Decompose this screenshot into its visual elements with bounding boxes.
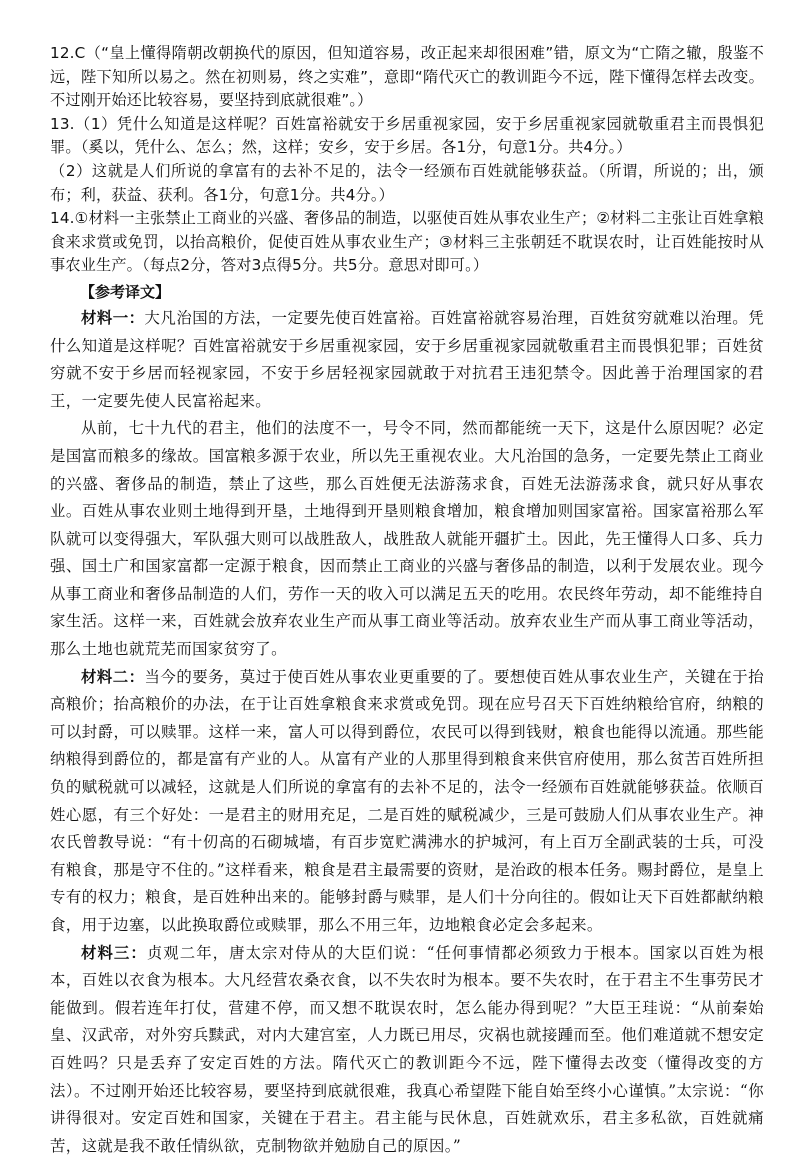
reference-translation xyxy=(50,305,764,1160)
material-three-text: 贞观二年，唐太宗对侍从的大臣们说：“任何事情都必须致力于根本。国家以百姓为根本，百姓以衣食为根本。大凡经营农桑衣食，以不失农时为根本。要不失农时，在于君主不生事劳民才能做到。假若连年打仗，营建不停，而又想不耽误农时，怎么能办得到呢？”大臣王珪说：“从前秦始皇、汉武帝，对外穷兵黩武，对内大建宫室，人力既已用尽，灾祸也就接踵而至。他们难道就不想安定百姓吗？只是丢弃了安定百姓的方法。隋代灭亡的教训距今不远，陛下懂得去改变（懂得改变的方法）。不过刚开始还比较容易，要坚持到底就很难，我真心希望陛下能自始至终小心谨慎。”太宗说：“你讲得很对。安定百姓和国家，关键在于君主。君主能与民休息，百姓就欢乐，君主多私欲，百姓就痛苦，这就是我不敢任情纵欲，克制物欲并勉励自己的原因。” xyxy=(50,943,764,1155)
material-one-paragraph xyxy=(50,305,764,415)
material-two-text: 当今的要务，莫过于使百姓从事农业更重要的了。要想使百姓从事农业生产，关键在于抬高粮价；抬高粮价的办法，在于让百姓拿粮食来求赏或免罚。现在应号召天下百姓纳粮给官府，纳粮的可以封爵，可以赎罪。这样一来，富人可以得到爵位，农民可以得到钱财，粮食也能得以流通。那些能纳粮得到爵位的，都是富有产业的人。从富有产业的人那里得到粮食来供官府使用，那么贫苦百姓所担负的赋税就可以减轻，这就是人们所说的拿富有的去补不足的，法令一经颁布百姓就能够获益。依顺百姓心愿，有三个好处：一是君主的财用充足，二是百姓的赋税减少，三是可鼓励人们从事农业生产。神农氏曾教导说：“有十仞高的石砌城墙，有百步宽贮满沸水的护城河，有上百万全副武装的士兵，可没有粮食，那是守不住的。”这样看来，粮食是君主最需要的资财，是治政的根本任务。赐封爵位，是皇上专有的权力；粮食，是百姓种出来的。能够封爵与赎罪，是人们十分向往的。假如让天下百姓都献纳粮食，用于边塞，以此换取爵位或赎罪，那么不用三年，边地粮食必定会多起来。 xyxy=(50,667,764,934)
material-one-text: 大凡治国的方法，一定要先使百姓富裕。百姓富裕就容易治理，百姓贫穷就难以治理。凭什么知道是这样呢？百姓富裕就安于乡居重视家园，安于乡居重视家园就敬重君主而畏惧犯罪；百姓贫穷就不安于乡居而轻视家园，不安于乡居轻视家园就敢于对抗君王违犯禁令。因此善于治理国家的君王，一定要先使人民富裕起来。 xyxy=(50,308,764,410)
answer-14: 14.①材料一主张禁止工商业的兴盛、奢侈品的制造，以驱使百姓从事农业生产；②材料二主张让百姓拿粮食来求赏或免罚，以抬高粮价，促使百姓从事农业生产；③材料三主张朝廷不耽误农时，让百姓能按时从事农业生产。（每点2分，答对3点得5分。共5分。意思对即可。） xyxy=(50,209,764,275)
material-three-paragraph xyxy=(50,940,764,1160)
material-three-label: 材料三： xyxy=(81,943,147,962)
answer-13-1: 13.（1）凭什么知道是这样呢？百姓富裕就安于乡居重视家园，安于乡居重视家园就敬重君主而畏惧犯罪。（奚以，凭什么、怎么；然，这样；安乡，安于乡居。各1分，句意1分。共4分。） xyxy=(50,114,764,157)
material-two-paragraph xyxy=(50,664,764,940)
material-one-paragraph-2: 从前，七十九代的君主，他们的法度不一，号令不同，然而都能统一天下，这是什么原因呢？必定是国富而粮多的缘故。国富粮多源于农业，所以先王重视农业。大凡治国的急务，一定要先禁止工商业的兴盛、奢侈品的制造，禁止了这些，那么百姓便无法游荡求食，百姓无法游荡求食，就只好从事农业。百姓从事农业则土地得到开垦，土地得到开垦则粮食增加，粮食增加则国家富裕。国家富裕那么军队就可以变得强大，军队强大则可以战胜敌人，战胜敌人就能开疆扩土。因此，先王懂得人口多、兵力强、国土广和国家富都一定源于粮食，因而禁止工商业的兴盛与奢侈品的制造，以利于发展农业。现今从事工商业和奢侈品制造的人们，劳作一天的收入可以满足五天的吃用。农民终年劳动，却不能维持自家生活。这样一来，百姓就会放弃农业生产而从事工商业等活动。放弃农业生产而从事工商业等活动，那么土地也就荒芜而国家贫穷了。 xyxy=(50,419,764,659)
material-two-label: 材料二： xyxy=(81,667,145,686)
reference-translation-title: 【参考译文】 xyxy=(80,282,171,301)
answer-section xyxy=(50,42,764,278)
answer-12: 12.C（“皇上懂得隋朝改朝换代的原因，但知道容易，改正起来却很困难”错，原文为“亡隋之辙，殷鉴不远，陛下知所以易之。然在初则易，终之实难”，意即“隋代灭亡的教训距今不远，陛下懂得怎样去改变。不过刚开始还比较容易，要坚持到底就很难”。） xyxy=(50,44,764,110)
answer-13-2: （2）这就是人们所说的拿富有的去补不足的，法令一经颁布百姓就能够获益。（所谓，所说的；出，颁布；利，获益、获利。各1分，句意1分。共4分。） xyxy=(50,161,764,204)
material-one-label: 材料一： xyxy=(81,308,145,327)
